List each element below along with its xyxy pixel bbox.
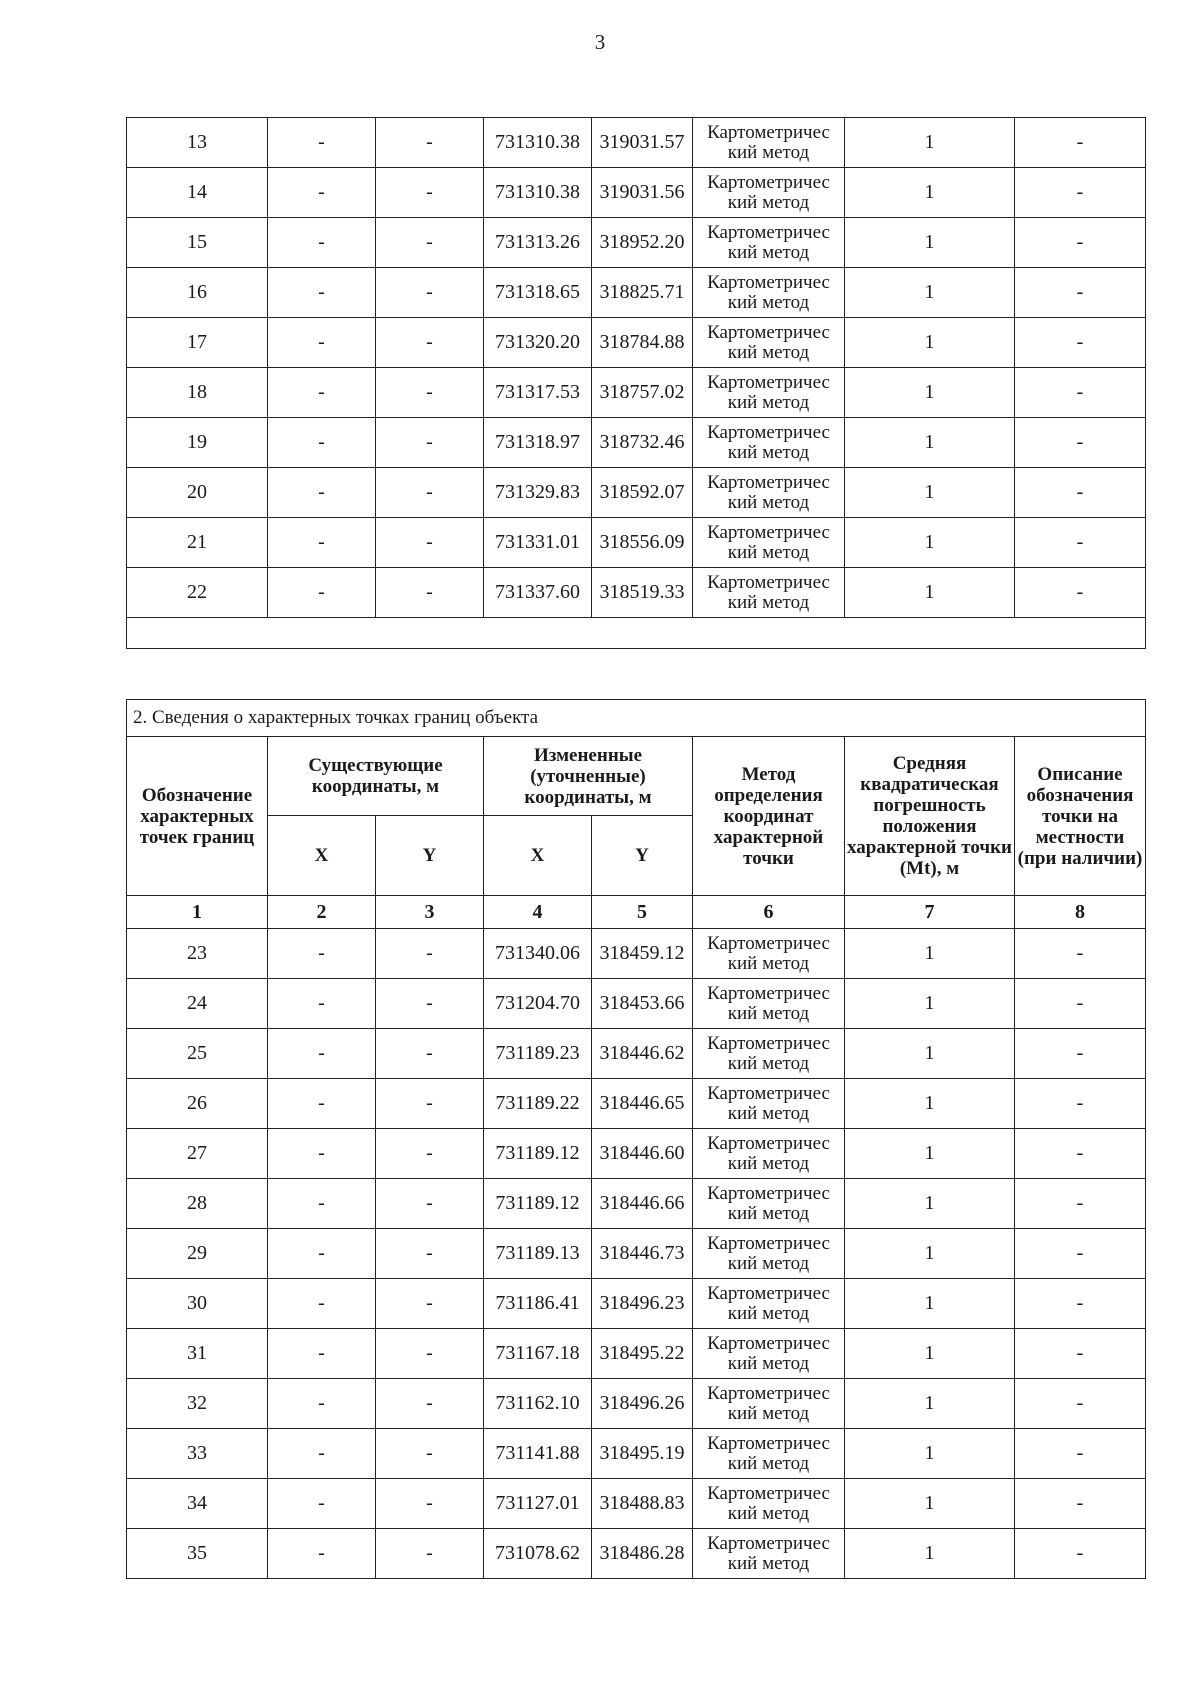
cell-x: 731162.10 (484, 1379, 592, 1429)
header-designation: Обозначение характерных точек границ (127, 737, 268, 896)
cell-y: 318825.71 (592, 268, 693, 318)
header-changed-y: Y (592, 816, 693, 896)
cell-method: Картометричес кий метод (693, 1279, 845, 1329)
cell-x: 731189.23 (484, 1029, 592, 1079)
cell-existing-x: - (268, 1029, 376, 1079)
cell-error: 1 (845, 418, 1015, 468)
cell-point-number: 32 (127, 1379, 268, 1429)
cell-existing-x: - (268, 218, 376, 268)
cell-x: 731141.88 (484, 1429, 592, 1479)
cell-error: 1 (845, 979, 1015, 1029)
cell-y: 319031.57 (592, 118, 693, 168)
cell-error: 1 (845, 1379, 1015, 1429)
cell-point-number: 23 (127, 929, 268, 979)
table-row (127, 368, 1146, 418)
cell-error: 1 (845, 118, 1015, 168)
cell-existing-y: - (376, 468, 484, 518)
cell-x: 731313.26 (484, 218, 592, 268)
cell-method: Картометричес кий метод (693, 118, 845, 168)
cell-point-number: 25 (127, 1029, 268, 1079)
cell-method: Картометричес кий метод (693, 1479, 845, 1529)
header-existing-x: X (268, 816, 376, 896)
cell-description: - (1015, 1279, 1146, 1329)
cell-x: 731318.65 (484, 268, 592, 318)
cell-error: 1 (845, 929, 1015, 979)
cell-existing-x: - (268, 1429, 376, 1479)
cell-existing-x: - (268, 929, 376, 979)
cell-point-number: 22 (127, 568, 268, 618)
cell-description: - (1015, 1429, 1146, 1479)
table-row (127, 268, 1146, 318)
cell-existing-y: - (376, 1029, 484, 1079)
cell-existing-y: - (376, 1529, 484, 1579)
cell-y: 318732.46 (592, 418, 693, 468)
cell-y: 318446.65 (592, 1079, 693, 1129)
cell-method: Картометричес кий метод (693, 168, 845, 218)
cell-x: 731189.12 (484, 1129, 592, 1179)
cell-x: 731186.41 (484, 1279, 592, 1329)
cell-existing-y: - (376, 1279, 484, 1329)
table-row (127, 568, 1146, 618)
cell-x: 731337.60 (484, 568, 592, 618)
cell-method: Картометричес кий метод (693, 1329, 845, 1379)
table-row (127, 1529, 1146, 1579)
cell-error: 1 (845, 1529, 1015, 1579)
cell-method: Картометричес кий метод (693, 929, 845, 979)
cell-error: 1 (845, 168, 1015, 218)
cell-error: 1 (845, 368, 1015, 418)
cell-y: 318446.62 (592, 1029, 693, 1079)
boundary-points-table (126, 699, 1146, 1579)
cell-existing-y: - (376, 1229, 484, 1279)
cell-description: - (1015, 518, 1146, 568)
cell-point-number: 33 (127, 1429, 268, 1479)
cell-x: 731310.38 (484, 118, 592, 168)
cell-description: - (1015, 1379, 1146, 1429)
cell-existing-x: - (268, 168, 376, 218)
table-row (127, 1079, 1146, 1129)
table-row (127, 1029, 1146, 1079)
cell-existing-x: - (268, 1229, 376, 1279)
cell-error: 1 (845, 1279, 1015, 1329)
cell-error: 1 (845, 468, 1015, 518)
cell-existing-y: - (376, 1179, 484, 1229)
cell-existing-y: - (376, 318, 484, 368)
cell-existing-x: - (268, 418, 376, 468)
header-existing-coordinates: Существующие координаты, м (268, 737, 484, 816)
cell-existing-x: - (268, 518, 376, 568)
cell-description: - (1015, 168, 1146, 218)
cell-existing-y: - (376, 1479, 484, 1529)
cell-y: 318488.83 (592, 1479, 693, 1529)
table-row (127, 1329, 1146, 1379)
cell-existing-y: - (376, 518, 484, 568)
cell-y: 318496.26 (592, 1379, 693, 1429)
cell-existing-x: - (268, 1079, 376, 1129)
cell-existing-y: - (376, 929, 484, 979)
cell-point-number: 26 (127, 1079, 268, 1129)
table-row (127, 118, 1146, 168)
cell-point-number: 28 (127, 1179, 268, 1229)
cell-description: - (1015, 568, 1146, 618)
boundary-points-table-body (127, 929, 1146, 1579)
cell-x: 731318.97 (484, 418, 592, 468)
table-row (127, 1379, 1146, 1429)
column-number: 4 (484, 896, 592, 929)
cell-x: 731189.22 (484, 1079, 592, 1129)
cell-description: - (1015, 118, 1146, 168)
cell-point-number: 16 (127, 268, 268, 318)
cell-error: 1 (845, 1429, 1015, 1479)
cell-point-number: 34 (127, 1479, 268, 1529)
column-number: 5 (592, 896, 693, 929)
cell-x: 731189.13 (484, 1229, 592, 1279)
cell-x: 731331.01 (484, 518, 592, 568)
cell-point-number: 29 (127, 1229, 268, 1279)
cell-existing-y: - (376, 368, 484, 418)
table-row (127, 1129, 1146, 1179)
cell-description: - (1015, 979, 1146, 1029)
cell-y: 318556.09 (592, 518, 693, 568)
cell-point-number: 35 (127, 1529, 268, 1579)
cell-method: Картометричес кий метод (693, 568, 845, 618)
cell-method: Картометричес кий метод (693, 218, 845, 268)
header-changed-coordinates: Измененные (уточненные) координаты, м (484, 737, 693, 816)
cell-description: - (1015, 268, 1146, 318)
table-row (127, 518, 1146, 568)
cell-y: 318757.02 (592, 368, 693, 418)
cell-point-number: 27 (127, 1129, 268, 1179)
cell-existing-x: - (268, 468, 376, 518)
cell-existing-x: - (268, 1329, 376, 1379)
cell-existing-x: - (268, 268, 376, 318)
cell-x: 731127.01 (484, 1479, 592, 1529)
cell-error: 1 (845, 318, 1015, 368)
cell-point-number: 14 (127, 168, 268, 218)
cell-point-number: 31 (127, 1329, 268, 1379)
cell-y: 318446.66 (592, 1179, 693, 1229)
cell-error: 1 (845, 518, 1015, 568)
cell-error: 1 (845, 268, 1015, 318)
cell-y: 318459.12 (592, 929, 693, 979)
cell-y: 318592.07 (592, 468, 693, 518)
header-method: Метод определения координат характерной точки (693, 737, 845, 896)
cell-method: Картометричес кий метод (693, 1379, 845, 1429)
cell-method: Картометричес кий метод (693, 318, 845, 368)
cell-existing-y: - (376, 168, 484, 218)
cell-error: 1 (845, 1179, 1015, 1229)
cell-description: - (1015, 318, 1146, 368)
cell-x: 731167.18 (484, 1329, 592, 1379)
cell-y: 318952.20 (592, 218, 693, 268)
cell-y: 318446.73 (592, 1229, 693, 1279)
cell-point-number: 24 (127, 979, 268, 1029)
cell-existing-y: - (376, 218, 484, 268)
cell-error: 1 (845, 218, 1015, 268)
column-number: 2 (268, 896, 376, 929)
table-row (127, 468, 1146, 518)
cell-y: 318496.23 (592, 1279, 693, 1329)
table-row (127, 1229, 1146, 1279)
cell-x: 731317.53 (484, 368, 592, 418)
cell-method: Картометричес кий метод (693, 418, 845, 468)
cell-method: Картометричес кий метод (693, 1179, 845, 1229)
cell-method: Картометричес кий метод (693, 979, 845, 1029)
cell-point-number: 18 (127, 368, 268, 418)
cell-description: - (1015, 1179, 1146, 1229)
cell-description: - (1015, 1329, 1146, 1379)
table-row (127, 418, 1146, 468)
cell-method: Картометричес кий метод (693, 1079, 845, 1129)
cell-description: - (1015, 468, 1146, 518)
cell-point-number: 21 (127, 518, 268, 568)
points-table-continued-body (127, 118, 1146, 649)
cell-description: - (1015, 929, 1146, 979)
cell-y: 318784.88 (592, 318, 693, 368)
cell-y: 318446.60 (592, 1129, 693, 1179)
header-existing-y: Y (376, 816, 484, 896)
cell-point-number: 30 (127, 1279, 268, 1329)
cell-method: Картометричес кий метод (693, 1029, 845, 1079)
cell-existing-x: - (268, 1479, 376, 1529)
table-row (127, 318, 1146, 368)
cell-point-number: 17 (127, 318, 268, 368)
page-number: 3 (594, 30, 606, 54)
cell-description: - (1015, 1129, 1146, 1179)
cell-x: 731310.38 (484, 168, 592, 218)
cell-existing-y: - (376, 418, 484, 468)
cell-error: 1 (845, 1329, 1015, 1379)
cell-existing-y: - (376, 118, 484, 168)
cell-existing-y: - (376, 1129, 484, 1179)
table-row (127, 218, 1146, 268)
cell-error: 1 (845, 1229, 1015, 1279)
cell-y: 318486.28 (592, 1529, 693, 1579)
cell-method: Картометричес кий метод (693, 368, 845, 418)
cell-existing-y: - (376, 1429, 484, 1479)
cell-y: 319031.56 (592, 168, 693, 218)
cell-error: 1 (845, 1029, 1015, 1079)
table-row (127, 1479, 1146, 1529)
cell-existing-y: - (376, 268, 484, 318)
cell-x: 731340.06 (484, 929, 592, 979)
cell-existing-y: - (376, 568, 484, 618)
table-row (127, 1279, 1146, 1329)
column-number: 3 (376, 896, 484, 929)
cell-x: 731204.70 (484, 979, 592, 1029)
cell-method: Картометричес кий метод (693, 1529, 845, 1579)
cell-method: Картометричес кий метод (693, 468, 845, 518)
cell-description: - (1015, 1079, 1146, 1129)
cell-point-number: 13 (127, 118, 268, 168)
cell-point-number: 19 (127, 418, 268, 468)
column-number: 7 (845, 896, 1015, 929)
cell-x: 731078.62 (484, 1529, 592, 1579)
cell-method: Картометричес кий метод (693, 1129, 845, 1179)
table-row (127, 1179, 1146, 1229)
cell-description: - (1015, 418, 1146, 468)
cell-existing-x: - (268, 1129, 376, 1179)
points-table-continued (126, 117, 1146, 649)
cell-description: - (1015, 1229, 1146, 1279)
table-row (127, 168, 1146, 218)
empty-row (127, 618, 1146, 649)
cell-method: Картометричес кий метод (693, 268, 845, 318)
cell-y: 318495.19 (592, 1429, 693, 1479)
cell-point-number: 20 (127, 468, 268, 518)
cell-existing-x: - (268, 318, 376, 368)
cell-x: 731189.12 (484, 1179, 592, 1229)
cell-x: 731320.20 (484, 318, 592, 368)
cell-existing-x: - (268, 979, 376, 1029)
cell-x: 731329.83 (484, 468, 592, 518)
cell-description: - (1015, 1529, 1146, 1579)
cell-description: - (1015, 1479, 1146, 1529)
column-number: 8 (1015, 896, 1146, 929)
cell-method: Картометричес кий метод (693, 1229, 845, 1279)
cell-existing-x: - (268, 1279, 376, 1329)
boundary-points-table-head (127, 700, 1146, 929)
cell-existing-y: - (376, 1379, 484, 1429)
cell-existing-x: - (268, 368, 376, 418)
cell-existing-x: - (268, 1379, 376, 1429)
cell-y: 318519.33 (592, 568, 693, 618)
section-title: 2. Сведения о характерных точках границ объекта (127, 700, 1146, 737)
cell-existing-x: - (268, 568, 376, 618)
cell-point-number: 15 (127, 218, 268, 268)
column-number: 6 (693, 896, 845, 929)
cell-method: Картометричес кий метод (693, 518, 845, 568)
empty-cell (127, 618, 1146, 649)
cell-y: 318495.22 (592, 1329, 693, 1379)
header-error: Средняя квадратическая погрешность положения характерной точки (Mt), м (845, 737, 1015, 896)
cell-description: - (1015, 1029, 1146, 1079)
cell-description: - (1015, 218, 1146, 268)
cell-existing-y: - (376, 979, 484, 1029)
column-number: 1 (127, 896, 268, 929)
cell-y: 318453.66 (592, 979, 693, 1029)
cell-method: Картометричес кий метод (693, 1429, 845, 1479)
cell-description: - (1015, 368, 1146, 418)
table-row (127, 979, 1146, 1029)
cell-existing-x: - (268, 1529, 376, 1579)
cell-existing-x: - (268, 1179, 376, 1229)
cell-error: 1 (845, 1479, 1015, 1529)
cell-existing-y: - (376, 1079, 484, 1129)
header-description: Описание обозначения точки на местности (при наличии) (1015, 737, 1146, 896)
table-row (127, 929, 1146, 979)
table-row (127, 1429, 1146, 1479)
cell-existing-x: - (268, 118, 376, 168)
cell-error: 1 (845, 568, 1015, 618)
cell-error: 1 (845, 1079, 1015, 1129)
cell-existing-y: - (376, 1329, 484, 1379)
header-changed-x: X (484, 816, 592, 896)
cell-error: 1 (845, 1129, 1015, 1179)
